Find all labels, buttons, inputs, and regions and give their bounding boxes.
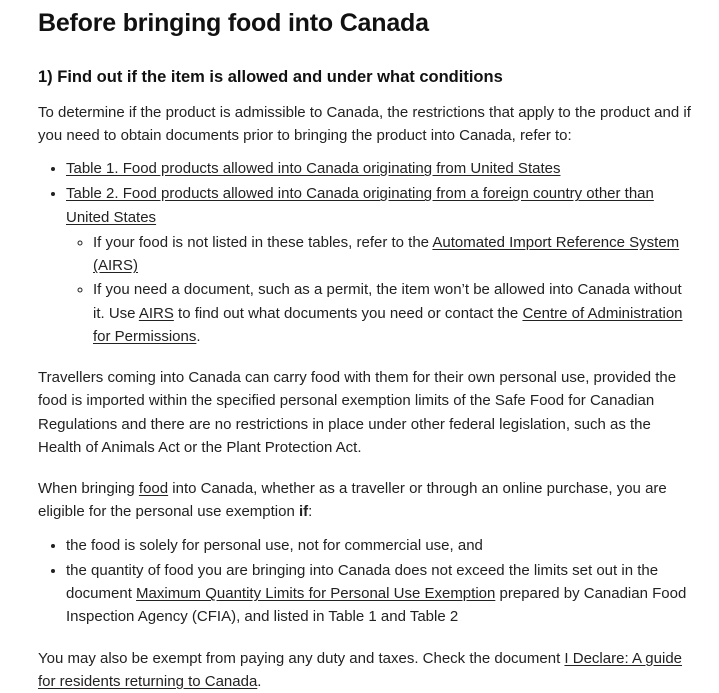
sub-item-2-text-before: If you need a document, such as a permit, the item won’t be allowed into Canada without it. Use xyxy=(93,281,682,322)
paragraph-duty-exemption xyxy=(38,647,697,693)
list-item xyxy=(66,559,697,629)
link-i-declare-guide[interactable]: I Declare: A guide for residents returning to Canada xyxy=(38,649,682,690)
link-airs-full[interactable]: Automated Import Reference System (AIRS) xyxy=(93,233,680,275)
bringing-bold-if: if xyxy=(299,503,309,521)
bringing-text-middle: into Canada, whether as a traveller or through an online purchase, you are eligible for the personal use exemption xyxy=(38,480,667,521)
page-title: Before bringing food into Canada xyxy=(38,9,429,37)
sub-item-1-text-before: If your food is not listed in these tables, refer to the xyxy=(93,233,433,251)
exempt-text-after: . xyxy=(257,672,262,690)
reference-tables-list xyxy=(38,157,697,348)
link-airs[interactable]: AIRS xyxy=(138,304,174,322)
intro-paragraph: To determine if the product is admissible to Canada, the restrictions that apply to the product and if you need to obtain documents prior to bringing the product into Canada, refer to: xyxy=(38,103,691,144)
list-item: • the food is solely for personal use, not for commercial use, and xyxy=(66,534,697,557)
quantity-text-before: the quantity of food you are bringing into Canada does not exceed the limits set out in the document xyxy=(66,561,659,603)
list-item xyxy=(66,182,697,348)
personal-use-exemption-list xyxy=(38,534,697,629)
paragraph-bringing-food xyxy=(38,477,697,524)
exempt-text-before: You may also be exempt from paying any duty and taxes. Check the document xyxy=(38,649,565,667)
link-table-2[interactable]: Table 2. Food products allowed into Canada originating from a foreign country other than United States xyxy=(66,185,654,226)
paragraph-travellers: Travellers coming into Canada can carry food with them for their own personal use, provided the food is imported within the specified personal exemption limits of the Safe Food for Canadian Regulations and there are no restrictions in place under other federal legislation, such as the Health of Animals Act or the Plant Protection Act. xyxy=(38,369,677,456)
quantity-text-after: prepared by Canadian Food Inspection Agency (CFIA), and listed in Table 1 and Table 2 xyxy=(66,585,687,626)
sub-item-2-text-middle: to find out what documents you need or contact the xyxy=(173,304,523,322)
section-heading-1: 1) Find out if the item is allowed and under what conditions xyxy=(38,68,503,87)
list-item xyxy=(93,278,697,348)
link-table-1[interactable]: Table 1. Food products allowed into Canada originating from United States xyxy=(66,160,561,178)
bringing-text-before: When bringing xyxy=(38,480,139,498)
link-centre-of-administration-for-permissions[interactable]: Centre of Administration for Permissions xyxy=(93,304,683,345)
link-maximum-quantity-limits[interactable]: Maximum Quantity Limits for Personal Use Exemption xyxy=(136,585,496,603)
table-2-sub-list xyxy=(66,231,697,348)
link-food[interactable]: food xyxy=(138,480,169,498)
document-body xyxy=(0,8,719,693)
list-item xyxy=(93,231,697,278)
sub-item-2-text-after: . xyxy=(196,327,201,345)
bringing-text-after: : xyxy=(308,503,313,521)
list-item xyxy=(66,157,697,180)
